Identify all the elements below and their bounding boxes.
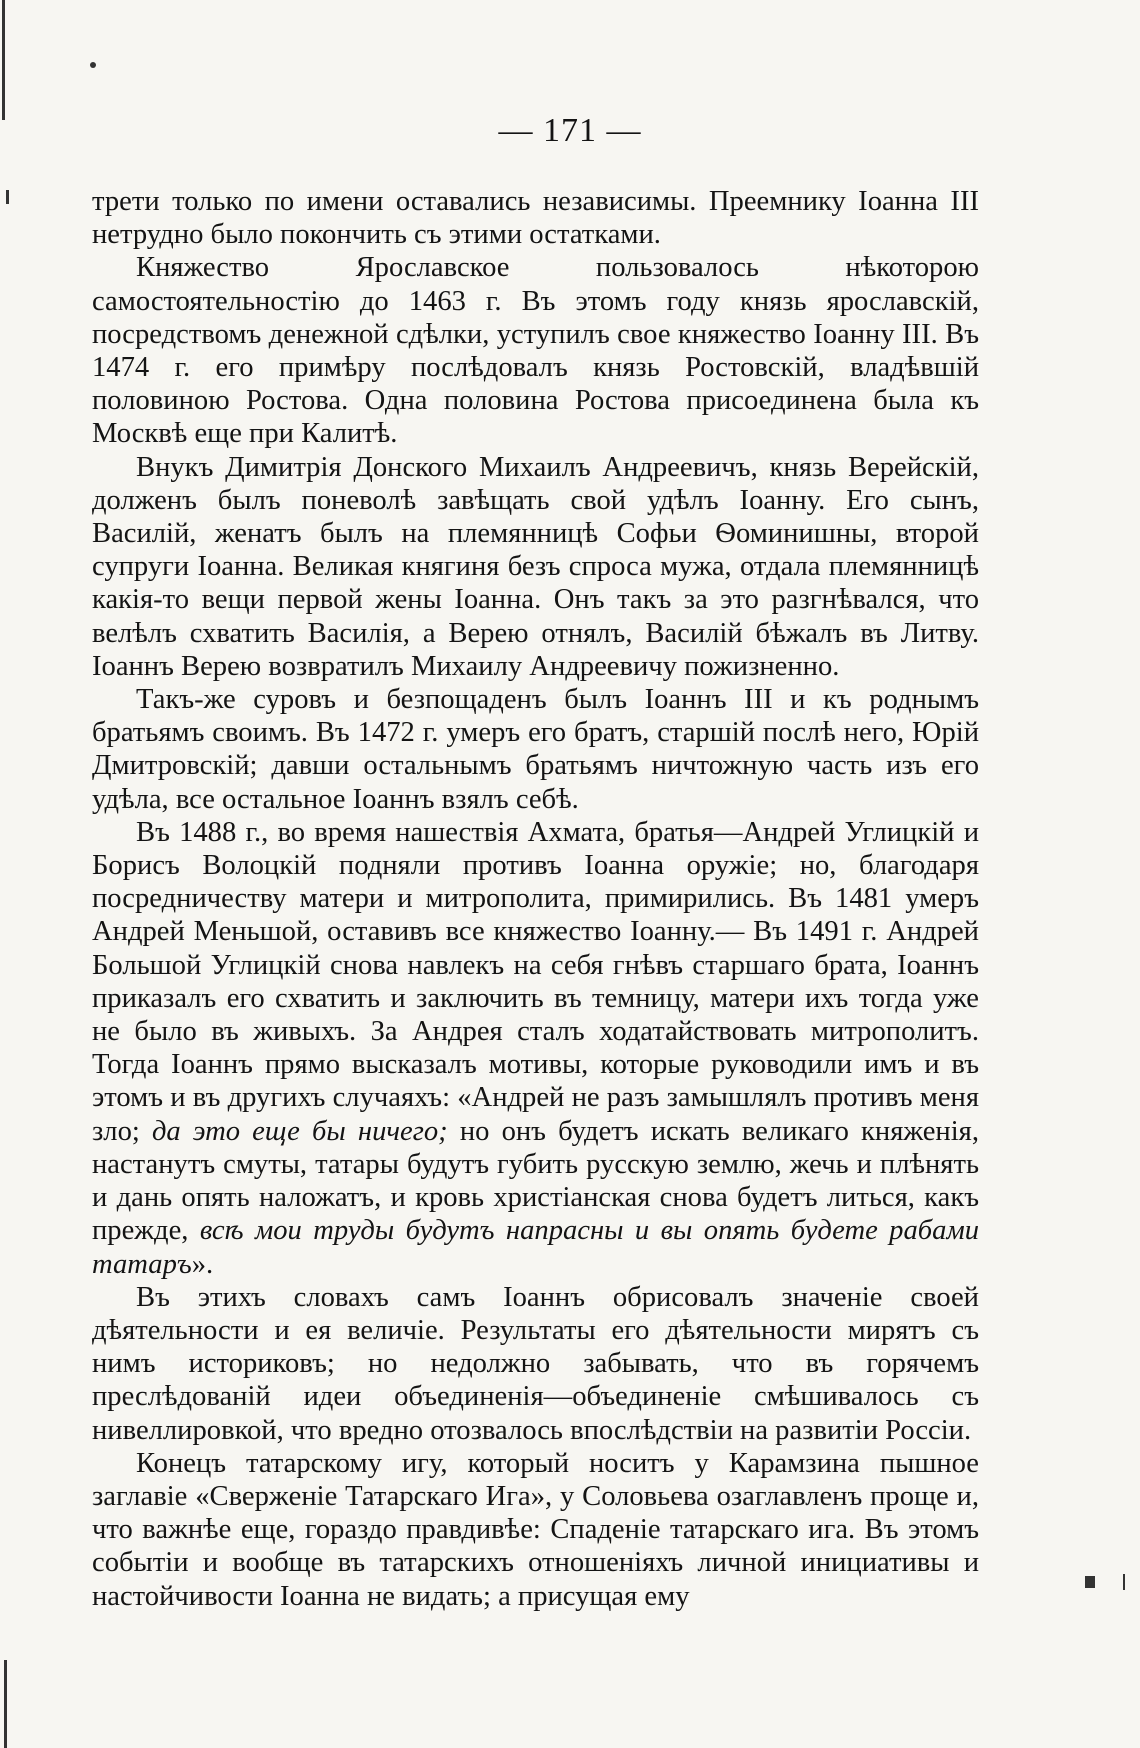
scan-artifact [90,62,96,68]
scan-artifact [1085,1576,1095,1588]
paragraph [92,451,979,683]
scan-artifact [1123,1574,1125,1590]
paragraph [92,816,979,1281]
paragraph [92,683,979,816]
page-number: — 171 — [498,112,642,149]
text-run: Княжество Ярославское пользовалось нѣкоторою самостоятельностію до 1463 г. Въ этомъ году князь ярославскій, посредствомъ денежной сдѣлки, уступилъ свое княжество Іоанну III. Въ 1474 г. его примѣру послѣдовалъ князь Ростовскій, владѣвшій половиною Ростова. Одна половина Ростова присоединена была къ Москвѣ еще при Калитѣ. [92,252,979,450]
paragraph [92,1281,979,1447]
text-run: трети только по имени оставались независимы. Преемнику Іоанна III нетрудно было покончить съ этими остатками. [92,186,979,251]
text-run: ». [191,1248,214,1280]
text-run: но онъ будетъ искать великаго княженія, настанутъ смуты, татары будутъ губить русскую землю, жечь и плѣнять и дань опять наложатъ, и кровь христіанская снова будетъ литься, какъ прежде, [92,1115,979,1247]
scan-artifact [4,1660,7,1748]
scan-artifact [2,0,5,120]
text-run: Внукъ Димитрія Донского Михаилъ Андреевичъ, князь Верейскій, долженъ былъ поневолѣ завѣщать свой удѣлъ Іоанну. Его сынъ, Василій, женатъ былъ на племянницѣ Софьи Ѳоминишны, второй супруги Іоанна. Великая княгиня безъ спроса мужа, отдала племянницѣ какія-то вещи первой жены Іоанна. Онъ такъ за это разгнѣвался, что велѣлъ схватить Василія, а Верею отнялъ, Василій бѣжалъ въ Литву. Іоаннъ Верею возвратилъ Михаилу Андреевичу пожизненно. [92,451,979,682]
paragraph [92,185,979,251]
paragraph [92,1447,979,1613]
paragraph [92,251,979,450]
text-run: Въ этихъ словахъ самъ Іоаннъ обрисовалъ значеніе своей дѣятельности и ея величіе. Результаты его дѣятельности мирятъ съ нимъ историковъ; но недолжно забывать, что въ горячемъ преслѣдованій идеи объединенія—объединеніе смѣшивалось съ нивеллировкой, что вредно отозвалось впослѣдствіи на развитіи Россіи. [92,1281,979,1446]
scan-artifact [6,190,9,204]
text-run: Конецъ татарскому игу, который носитъ у Карамзина пышное заглавіе «Свержeніе Татарскаго Ига», у Соловьева озаглавленъ проще и, что важнѣе еще, гораздо правдивѣе: Спаденіе татарскаго ига. Въ этомъ событіи и вообще въ татарскихъ отношеніяхъ личной инициативы и настойчивости Іоанна не видать; а присущая ему [92,1447,979,1612]
italic-text-run: да это еще бы ничего; [151,1115,448,1147]
body-text [92,185,979,1613]
italic-text-run: всѣ мои труды будутъ напрасны и вы опять будете рабами татаръ [92,1215,979,1280]
text-run: Такъ-же суровъ и безпощаденъ былъ Іоаннъ III и къ роднымъ братьямъ своимъ. Въ 1472 г. умеръ его братъ, старшій послѣ него, Юрій Дмитровскій; давши остальнымъ братьямъ ничтожную часть изъ его удѣла, все остальное Іоаннъ взялъ себѣ. [92,684,979,815]
text-run: Въ 1488 г., во время нашествія Ахмата, братья—Андрей Углицкій и Борисъ Волоцкій подняли противъ Іоанна оружіе; но, благодаря посредничеству матери и митрополита, примирились. Въ 1481 умеръ Андрей Меньшой, оставивъ все княжество Іоанну.— Въ 1491 г. Андрей Большой Углицкій снова навлекъ на себя гнѣвъ старшаго брата, Іоаннъ приказалъ его схватить и заключить въ темницу, матери ихъ тогда уже не было въ живыхъ. За Андрея сталъ ходатайствовать митрополитъ. Тогда Іоаннъ прямо высказалъ мотивы, которые руководили имъ и въ этомъ и въ другихъ случаяхъ: «Андрей не разъ замышлялъ противъ меня зло; [92,816,979,1147]
